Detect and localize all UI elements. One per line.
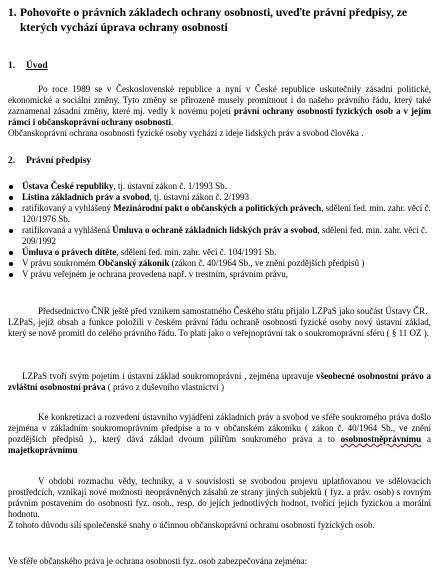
- section-heading-laws: [8, 156, 91, 167]
- intro-bold-text: právní ochrany osobnosti fyzických osob a v jejím rámci i občanskoprávní ochrany osobnosti: [8, 106, 431, 127]
- lzpas-text: LZPaS tvoří svým pojetím i ústavní základ soukromoprávní , zejména upravuje všeobecné osobnostní právo a zvláštní osobnostní práva ( právo z duševního vlastnictví ): [8, 371, 431, 392]
- document-heading: [8, 6, 433, 36]
- cnr-line-2: LZPaS, jejíž obsah a funkce položili v českém právní řádu ochraně osobnosti fyzické osoby nový ústavní základ, který se nově promítl do celého právního řádu. To platí jako o veřejnoprávní tak o soukromoprávní sféru ( § 11 OZ ).: [8, 317, 431, 338]
- section-title: Právní předpisy: [26, 156, 92, 166]
- intro-paragraph: [8, 84, 431, 139]
- paragraph-last: [8, 556, 431, 567]
- obdobi-text: V období rozmachu vědy, techniky, a v souvislosti se svobodou projevu uplatňovanou ve sdělovacích prostředcích, vznikají nové možnosti neoprávněných zásahů ze strany jiných subjektů ( fyz. a práv. osob) s rovným právním postavením do osobnosti fyz. osob., resp. do jejích jednotlivých hodnot, tvořící jejich fyzickou a morální hodnotu.: [8, 476, 431, 519]
- list-item: ratifikovaná a vyhlášená Úmluva o ochraně základních lidských práv a svobod, sdělení fed. min. zahr. věcí č. 209/1992: [8, 225, 431, 247]
- obdobi-text-2: Z tohoto důvodu sílí společenské snahy o účinnou občanskoprávní ochranu osobnosti fyzických osob.: [8, 520, 375, 530]
- section-number: 1.: [8, 61, 16, 71]
- paragraph-obdobi: [8, 476, 431, 531]
- list-item: Úmluva o právech dítěte, sdělení fed. min. zahr. věcí č. 104/1991 Sb.: [8, 247, 431, 258]
- list-item: V právu soukromém Občanský zákoník (zákon č. 40/1964 Sb., ve znění pozdějších předpisů ): [8, 258, 431, 269]
- last-text: Ve sféře občanského práva je ochrana osobnosti fyz. osob zabezpečována zejména:: [8, 556, 308, 566]
- paragraph-cnr: [8, 306, 431, 339]
- intro-end: .: [171, 117, 174, 127]
- intro-sentence-2: Občanskoprávní ochrana osobnosti fyzické osoby vychází z ideje lidských práv a svobod člověka .: [8, 128, 364, 138]
- section-title: Úvod: [26, 61, 48, 71]
- law-list: [8, 181, 431, 280]
- paragraph-konkretizace: [8, 412, 431, 456]
- list-item: V právu veřejném je ochrana provedena např. v trestním, správním právu,: [8, 269, 431, 280]
- heading-text: Pohovořte o právních základech ochrany osobnosti, uveďte právní předpisy, ze kterých vychází úprava ochrany osobnosti: [20, 7, 407, 34]
- heading-number: 1.: [8, 7, 17, 19]
- paragraph-lzpas: [8, 371, 431, 393]
- list-item: Ústava České republiky, tj. ústavní zákon č. 1/1993 Sb.: [8, 181, 431, 192]
- section-number: 2.: [8, 156, 16, 166]
- list-item: ratifikovaný a vyhlášený Mezinárodní pakt o občanských a politických právech, sdělení fed. min. zahr. věcí č. 120/1976 Sb.: [8, 203, 431, 225]
- cnr-line-1: Předsednictvo ČNR ještě před vznikem samostatného Českého státu přijalo LZPaS jako součást Ústavy ČR.: [38, 306, 428, 316]
- list-item: Listina základních práv a svobod, tj. ústavní zákon č. 2/1993: [8, 192, 431, 203]
- intro-sentence-1: [8, 84, 431, 128]
- konkretizace-text: Ke konkretizaci a rozvedení ústavního vyjádření základních práv a svobod ve sféře soukromého práva došlo zejména v základním soukromoprávním předpise a to v občanském zákoníku ( zákon č. 40/1964 Sb., ve znění pozdějších předpisů )., který dává základ dvoum pilířům soukromého práva a to osobnostněprávnímu a majetkoprávnímu: [8, 412, 431, 455]
- section-heading-intro: [8, 61, 48, 72]
- intro-text: Po roce 1989 se v Československé republice a nyní v České republice uskutečnily zásadní politické, ekonomické a sociální změny. Tyto změny se přirozeně musely promítnout i do našeho právního řádu, který také zaznamenal zásadní změny, které mj. vedly k novému pojetí: [8, 84, 431, 116]
